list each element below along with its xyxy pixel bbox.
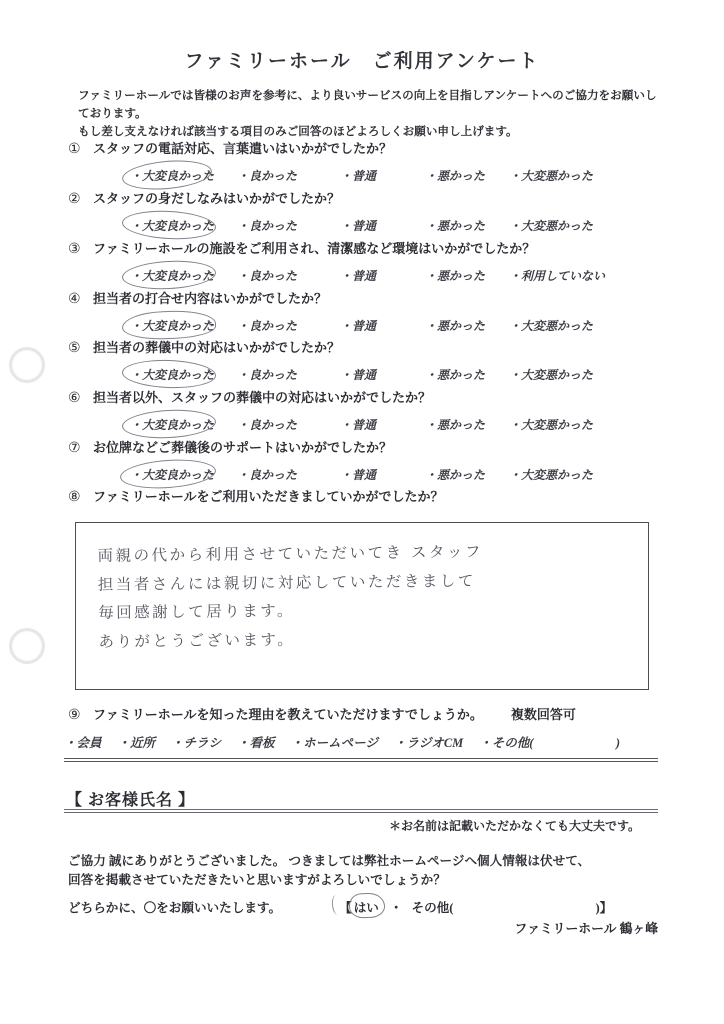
question-6-number: ⑥	[68, 391, 81, 406]
option-very-bad: ・大変悪かった	[509, 468, 594, 482]
other-close-paren: )	[615, 736, 620, 750]
handdrawn-circle: ・大変良かった	[130, 418, 215, 432]
handwritten-line-2: 担当者さんには親切に対応していただきまして	[97, 571, 476, 594]
option-bad: ・悪かった	[425, 169, 486, 183]
question-6	[68, 387, 678, 433]
option-good: ・良かった	[237, 319, 298, 333]
closing-line-2: 回答を掲載させていただきたいと思いますがよろしいでしょうか？	[68, 872, 446, 887]
question-2	[68, 188, 678, 234]
question-4-number: ④	[68, 292, 81, 307]
question-9-number: ⑨	[68, 708, 81, 723]
option-good: ・良かった	[237, 219, 298, 233]
option-member: ・会員	[64, 736, 102, 750]
option-good: ・良かった	[237, 169, 298, 183]
intro-line-2: もし差し支えなければ該当する項目のみご回答のほどよろしくお願い申し上げます。	[78, 124, 518, 138]
option-very-bad: ・大変悪かった	[509, 169, 594, 183]
handdrawn-circle: ・大変良かった	[130, 269, 215, 283]
option-very-bad: ・大変悪かった	[509, 368, 594, 382]
question-3	[68, 238, 678, 284]
option-bad: ・悪かった	[425, 468, 486, 482]
option-normal: ・普通	[340, 219, 377, 233]
option-bad: ・悪かった	[425, 418, 486, 432]
name-optional-note: ＊お名前は記載いただかなくても大丈夫です。	[388, 819, 640, 833]
handdrawn-circle: ・大変良かった	[130, 169, 215, 183]
consent-yes-circled	[352, 897, 381, 916]
question-3-text: ファミリーホールの施設をご利用され、清潔感など環境はいかがでしたか？	[93, 241, 536, 256]
handwritten-line-1: 両親の代から利用させていただいてき スタッフ	[97, 542, 484, 565]
option-good: ・良かった	[237, 269, 298, 283]
question-9	[68, 704, 678, 724]
option-bad: ・悪かった	[425, 368, 486, 382]
option-very-good	[130, 217, 237, 234]
hole-punch-icon	[9, 347, 45, 383]
option-radio-cm: ・ラジオCM	[393, 736, 464, 750]
option-normal: ・普通	[340, 418, 377, 432]
consent-separator: ・	[389, 901, 403, 915]
option-flyer: ・チラシ	[171, 736, 222, 750]
option-very-good	[130, 366, 237, 383]
question-5-number: ⑤	[68, 341, 81, 356]
closing-line-1: ご協力 誠にありがとうございました。 つきましては弊社ホームページへ個人情報は伏せて、	[68, 854, 591, 868]
option-very-good	[130, 466, 237, 483]
option-very-bad: ・大変悪かった	[509, 219, 594, 233]
consent-row	[68, 897, 658, 916]
question-6-text: 担当者以外、スタッフの葬儀中の対応はいかがでしたか？	[93, 390, 432, 405]
option-neighborhood: ・近所	[117, 736, 156, 750]
question-4-text: 担当者の打合せ内容はいかがでしたか？	[93, 291, 328, 306]
option-normal: ・普通	[340, 169, 377, 183]
question-5	[68, 337, 678, 383]
handwritten-answer	[97, 536, 648, 656]
consent-open-bracket: 【	[339, 901, 352, 915]
question-1-text: スタッフの電話対応、言葉遣いはいかがでしたか？	[93, 141, 393, 156]
option-bad: ・悪かった	[425, 319, 486, 333]
consent-yes: はい	[353, 901, 379, 915]
option-good: ・良かった	[237, 418, 298, 432]
option-very-good	[130, 167, 237, 184]
option-not-used: ・利用していない	[509, 269, 606, 283]
option-very-bad: ・大変悪かった	[509, 319, 594, 333]
consent-close-bracket: )】	[595, 901, 613, 915]
option-very-good	[130, 267, 237, 284]
option-very-good	[130, 317, 237, 334]
option-other: ・その他(	[479, 736, 534, 750]
question-4	[68, 288, 678, 334]
option-very-bad: ・大変悪かった	[509, 418, 594, 432]
company-signature: ファミリーホール 鶴ヶ峰	[514, 922, 658, 936]
handdrawn-circle: ・大変良かった	[130, 368, 215, 382]
question-5-text: 担当者の葬儀中の対応はいかがでしたか？	[93, 340, 341, 355]
option-bad: ・悪かった	[425, 269, 486, 283]
customer-name-label: 【 お客様氏名 】	[66, 792, 196, 809]
consent-choices	[339, 897, 612, 916]
option-normal: ・普通	[340, 368, 377, 382]
intro-text	[78, 87, 664, 141]
question-2-text: スタッフの身だしなみはいかがでしたか？	[93, 191, 341, 206]
option-normal: ・普通	[340, 468, 377, 482]
question-9-options	[64, 733, 658, 762]
question-8-text: ファミリーホールをご利用いただきましていかがでしたか？	[93, 489, 444, 504]
handdrawn-circle: ・大変良かった	[130, 319, 215, 333]
handdrawn-circle: ・大変良かった	[130, 219, 215, 233]
question-8	[68, 486, 678, 506]
option-signboard: ・看板	[237, 736, 275, 750]
question-1-number: ①	[68, 142, 81, 157]
question-7	[68, 437, 678, 483]
question-3-number: ③	[68, 242, 81, 257]
intro-line-1: ファミリーホールでは皆様のお声を参考に、より良いサービスの向上を目指しアンケートへのご協力をお願いしております。	[78, 89, 657, 120]
question-7-number: ⑦	[68, 441, 81, 456]
consent-instruction: どちらかに、〇をお願いいたします。	[68, 901, 282, 915]
name-underline	[64, 809, 658, 813]
multi-answer-note: 複数回答可	[510, 707, 576, 722]
option-normal: ・普通	[340, 269, 377, 283]
comment-box	[75, 522, 649, 690]
closing-text	[68, 852, 658, 890]
handwritten-line-3: 毎回感謝して居ります。	[98, 602, 296, 623]
consent-other: その他(	[411, 901, 454, 915]
option-good: ・良かった	[237, 468, 298, 482]
question-7-text: お位牌などご葬儀後のサポートはいかがでしたか？	[93, 440, 393, 455]
hole-punch-icon	[9, 628, 45, 664]
question-9-text: ファミリーホールを知った理由を教えていただけますでしょうか。	[93, 707, 483, 722]
handdrawn-circle: ・大変良かった	[130, 468, 215, 482]
handwritten-line-4: ありがとうございます。	[98, 630, 296, 651]
pen-stroke	[331, 895, 343, 916]
option-homepage: ・ホームページ	[290, 736, 378, 750]
question-8-number: ⑧	[68, 490, 81, 505]
option-normal: ・普通	[340, 319, 377, 333]
page-title: ファミリーホール ご利用アンケート	[184, 51, 540, 72]
option-very-good	[130, 416, 237, 433]
option-good: ・良かった	[237, 368, 298, 382]
question-2-number: ②	[68, 192, 81, 207]
question-1	[68, 138, 678, 184]
option-bad: ・悪かった	[425, 219, 486, 233]
